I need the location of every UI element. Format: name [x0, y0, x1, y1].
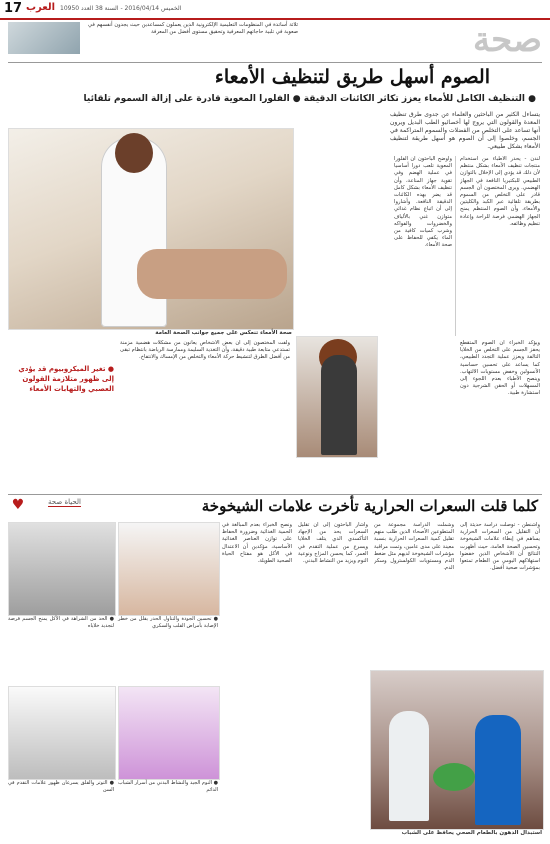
article2-column-1: واشنطن - توصلت دراسة حديثة إلى أن التقليل من السعرات الحرارية يساهم في إبطاء علامات الشيخوخة وتحسين الصحة العامة، حيث أظهرت النتائج أن الأشخاص الذين خفضوا استهلاكهم اليومي من الطعام تمتعوا بمؤشرات صحية أفضل. [460, 522, 540, 572]
newspaper-logo: العرب [26, 2, 56, 13]
heartbeat-icon: ♥ [11, 497, 25, 513]
article-divider [8, 494, 542, 495]
article1-column-1: لندن - يحذر الأطباء من استخدام منتجات تنظيف الأمعاء بشكل منتظم لأن ذلك قد يؤدي إلى الإخلال بالتوازن الطبيعي للبكتيريا النافعة في الجهاز الهضمي. ويرى المختصون أن الجسم قادر على التخلص من السموم بطريقة تلقائية عبر الكبد والكليتين والأمعاء، وأن الصوم المنتظم يمنح الجهاز الهضمي فرصة للراحة وإعادة تنظيم وظائفه. [460, 156, 540, 227]
article1-subhead: ● التنظيف الكامل للأمعاء يعزز تكاثر الكائنات الدقيقة ● الفلورا المعوية قادرة على إزالة السموم تلقائيا [83, 94, 536, 104]
woman-on-sofa-photo [8, 522, 116, 616]
page-number: 17 [4, 1, 23, 16]
doctor-head [115, 133, 153, 173]
article2-headline: كلما قلت السعرات الحرارية تأخرت علامات الشيخوخة [201, 497, 538, 515]
photo-caption-1: ● تحسين الجودة والتناول الحذر يقلل من خطر الإصابة بأمراض القلب والسكري [118, 616, 218, 629]
vegetables [433, 763, 475, 791]
promo-image [8, 22, 80, 54]
man-figure [475, 715, 521, 825]
promo-box [8, 22, 298, 56]
doctor-examining-patient-photo [8, 128, 294, 330]
main-photo-caption: صحة الأمعاء تنعكس على جميع جوانب الصحة العامة [155, 330, 292, 336]
doctor-women-photo [118, 522, 220, 616]
dateline: الخميس 2016/04/14 - السنة 38 العدد 10950 [60, 5, 182, 12]
article1-column-4: ولفت المختصون إلى أن بعض الأشخاص يعانون من مشكلات هضمية مزمنة تستدعي متابعة طبية دقيقة، وأن التغذية السليمة وممارسة الرياضة بانتظام تبقى من أفضل الطرق لتنشيط حركة الأمعاء والتخلص من الإمساك والانتفاخ. [120, 340, 290, 361]
article1-headline: الصوم أسهل طريق لتنظيف الأمعاء [214, 66, 490, 88]
article1-intro: يتساءل الكثير من الباحثين والعلماء عن جدوى طرق تنظيف المعدة والقولون التي يروج لها أخصائيو الطب البديل ويرون أنها تساعد على التخلص من الفضلات والسموم المتراكمة في الجسم، وخلصوا إلى أن الصوم هو أسهل طريقة لتنظيف الأمعاء بشكل طبيعي. [390, 111, 540, 150]
article1-column-3: ويؤكد الخبراء أن الصوم المتقطع يحفز الجسم على التخلص من الخلايا التالفة ويعزز عملية التجدد الطبيعي، كما يساعد على تحسين حساسية الأنسولين وخفض مستويات الالتهاب. وينصح الأطباء بعدم اللجوء إلى المسهلات أو الحقن الشرجية دون استشارة طبية. [460, 340, 540, 397]
header-rule [8, 62, 542, 63]
photo-caption-2: ● الحد من الشراهة في الأكل يمنح الجسم فرصة لتجديد خلاياه [8, 616, 114, 629]
column-divider [455, 156, 456, 336]
pull-quote: ● تغير الميكروبيوم قد يؤدي إلى ظهور متلازمة القولون العصبي والتهابات الأمعاء [18, 365, 114, 393]
woman-figure [389, 711, 429, 821]
couple-cooking-photo [370, 670, 544, 830]
woman-body [321, 355, 357, 455]
patient-figure [137, 249, 287, 299]
article2-column-4: ونصح الخبراء بعدم المبالغة في الحمية الغذائية وضرورة الحفاظ على توازن العناصر الغذائية الأساسية، مؤكدين أن الاعتدال في الأكل هو مفتاح الحياة الصحية الطويلة. [222, 522, 292, 565]
article2-column-2: وشملت الدراسة مجموعة من المتطوعين الأصحاء الذين طلب منهم تقليل كمية السعرات الحرارية بنسبة معينة على مدى عامين، وتمت مراقبة مؤشرات الشيخوخة لديهم مثل ضغط الدم ومستويات الكولسترول وسكر الدم. [374, 522, 454, 572]
photo-caption-3: ● النوم الجيد والنشاط البدني من أسرار الشباب الدائم [118, 780, 218, 793]
photo-caption-4: ● التوتر والقلق يسرعان ظهور علامات التقدم في السن [8, 780, 114, 793]
woman-towel-photo [118, 686, 220, 780]
woman-pink-shirt-photo [8, 686, 116, 780]
woman-stomach-pain-photo [296, 336, 378, 458]
article2-column-3: وأشار الباحثون إلى أن تقليل السعرات يحد من الإجهاد التأكسدي الذي يتلف الخلايا ويسرع من عملية التقدم في العمر، كما يحسن المزاج ونوعية النوم ويزيد من النشاط البدني. [298, 522, 368, 565]
section-tag: الحياة صحة [48, 498, 81, 506]
page-header-bar [0, 0, 550, 20]
cooking-photo-caption: استبدال الدهون بالطعام الصحي يحافظ على الشباب [401, 830, 542, 836]
article1-column-2: وأوضح الباحثون أن الفلورا المعوية تلعب دورا أساسيا في عملية الهضم وفي تقوية جهاز المناعة، وأن تنظيف الأمعاء بشكل كامل قد يضر بهذه الكائنات الدقيقة النافعة. وأشاروا إلى أن اتباع نظام غذائي متوازن غني بالألياف والخضروات والفواكه وشرب كميات كافية من الماء يكفي للحفاظ على صحة الأمعاء. [394, 156, 452, 249]
section-title: صحة [472, 20, 542, 60]
promo-text: ثلاثة أساتذة في المنظومات التعليمية الإلكترونية الذين يعملون كمساعدين حيث يجدون أنفسهم في صعوبة في تلبية حاجاتهم المعرفية وتحقيق مستوى أفضل من المعرفة [88, 22, 298, 35]
